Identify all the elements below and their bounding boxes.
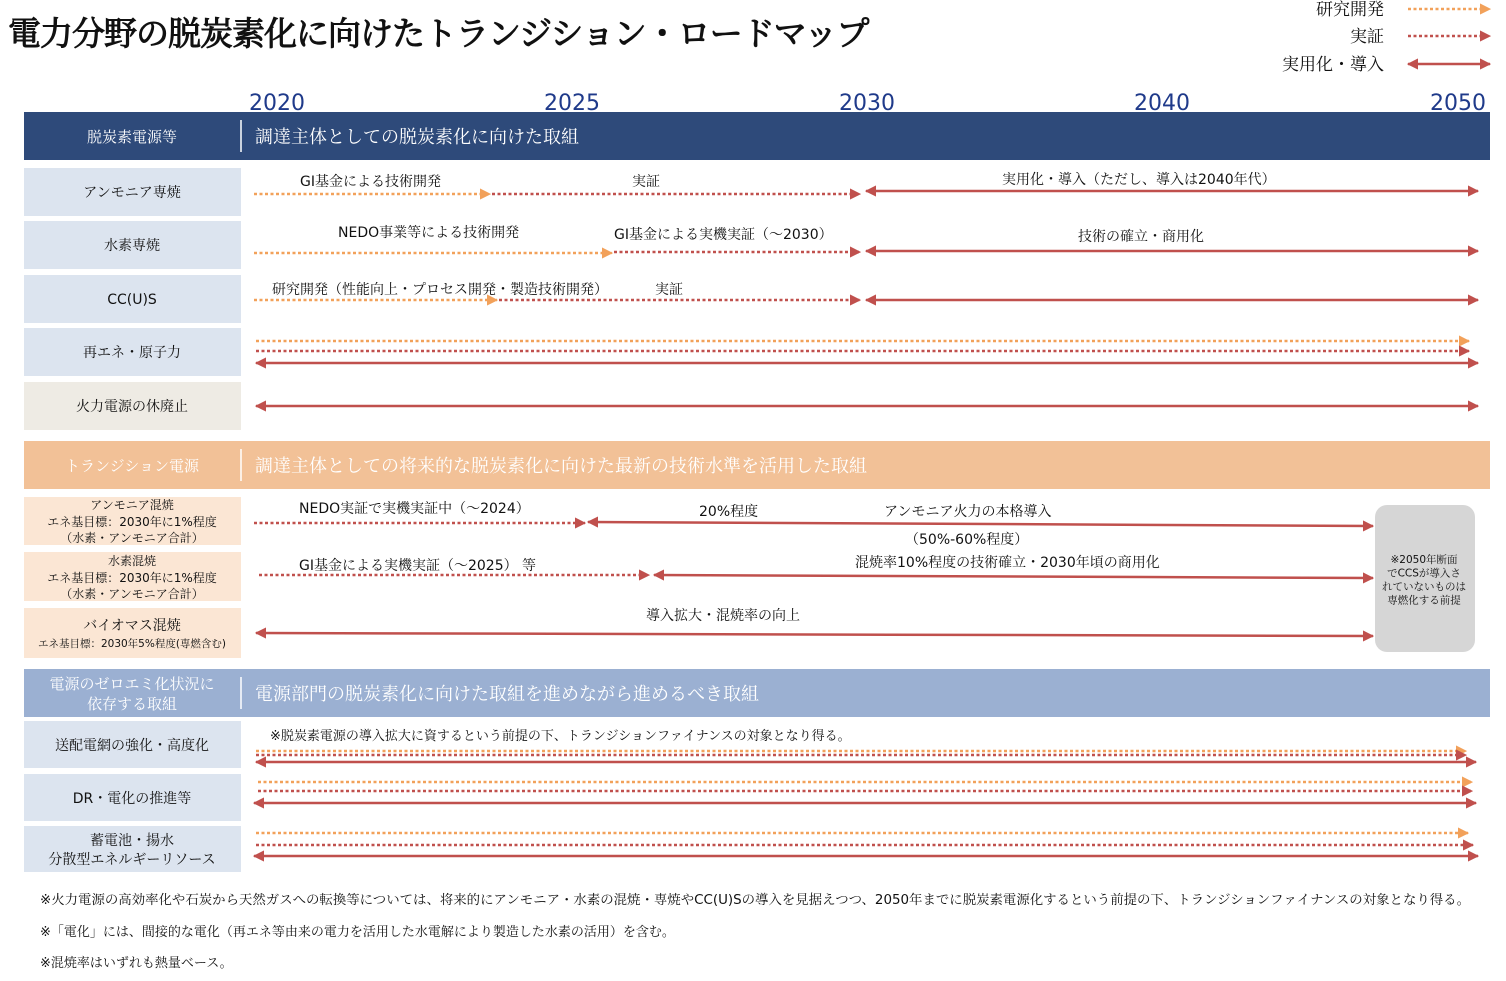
row-label: （水素・アンモニア合計） <box>60 587 204 601</box>
row-label: エネ基目標：2030年5%程度(専燃含む) <box>37 638 227 650</box>
year-label-2040: 2040 <box>1134 91 1190 116</box>
section-category: 電源のゼロエミ化状況に <box>49 675 215 693</box>
row-label: 分散型エネルギーリソース <box>48 852 216 868</box>
arrow-deploy <box>588 522 1373 526</box>
row-label: 火力電源の休廃止 <box>76 399 188 415</box>
row-label: CC(U)S <box>107 292 157 308</box>
year-label-2050: 2050 <box>1430 91 1486 116</box>
row-label: アンモニア混焼 <box>90 498 174 512</box>
legend-label-deploy: 実用化・導入 <box>1282 55 1384 75</box>
annotation: 20%程度 <box>699 504 759 520</box>
annotation: （50%-60%程度） <box>905 532 1029 548</box>
row-label: DR・電化の推進等 <box>72 791 192 807</box>
page-title: 電力分野の脱炭素化に向けたトランジション・ロードマップ <box>8 14 869 53</box>
annotation: アンモニア火力の本格導入 <box>884 504 1052 520</box>
legend-label-demo: 実証 <box>1350 27 1384 47</box>
row-label: エネ基目標：2030年に1%程度 <box>47 515 217 529</box>
annotation: NEDO事業等による技術開発 <box>338 225 520 241</box>
annotation: 導入拡大・混焼率の向上 <box>646 608 800 624</box>
section-category: トランジション電源 <box>65 457 199 475</box>
annotation: GI基金による技術開発 <box>300 174 441 190</box>
section-header-1 <box>24 112 1490 160</box>
annotation: GI基金による実機実証（～2030） <box>614 227 833 243</box>
annotation: 技術の確立・商用化 <box>1078 229 1204 245</box>
footnote: ※混焼率はいずれも熱量ベース。 <box>40 956 233 971</box>
section-category: 依存する取組 <box>86 695 178 713</box>
section-description: 調達主体としての脱炭素化に向けた取組 <box>255 127 579 148</box>
footnote: ※「電化」には、間接的な電化（再エネ等由来の電力を活用した水電解により製造した水素の活用）を含む。 <box>40 925 675 940</box>
side-note-text: でCCSが導入さ <box>1387 567 1461 580</box>
annotation: 実証 <box>655 282 683 298</box>
row-label: 水素混焼 <box>107 554 157 568</box>
side-note-text: れていないものは <box>1382 581 1466 593</box>
row-label: 送配電網の強化・高度化 <box>55 738 209 754</box>
year-label-2030: 2030 <box>839 91 895 116</box>
side-note-text: 専燃化する前提 <box>1387 594 1461 607</box>
legend-label-research: 研究開発 <box>1316 0 1384 20</box>
row-label: 水素専焼 <box>104 238 160 254</box>
annotation: 実証 <box>632 174 660 190</box>
side-note-text: ※2050年断面 <box>1390 554 1458 566</box>
row-label: バイオマス混焼 <box>83 618 181 634</box>
arrow-deploy <box>256 633 1373 636</box>
annotation: GI基金による実機実証（～2025） 等 <box>299 558 537 574</box>
row-label: エネ基目標：2030年に1%程度 <box>47 571 217 585</box>
row-label: （水素・アンモニア合計） <box>60 531 204 545</box>
year-label-2025: 2025 <box>544 91 600 116</box>
section-category: 脱炭素電源等 <box>86 128 178 146</box>
annotation: 実用化・導入（ただし、導入は2040年代） <box>1002 172 1276 188</box>
arrow-deploy <box>654 575 1373 578</box>
footnote: ※火力電源の高効率化や石炭から天然ガスへの転換等については、将来的にアンモニア・水素の混焼・専焼やCC(U)Sの導入を見据えつつ、2050年までに脱炭素電源化するという前提の下、トランジションファイナンスの対象となり得る。 <box>40 893 1427 908</box>
annotation: 研究開発（性能向上・プロセス開発・製造技術開発） <box>272 282 608 298</box>
section-description: 電源部門の脱炭素化に向けた取組を進めながら進めるべき取組 <box>255 684 759 705</box>
row-label: アンモニア専焼 <box>83 185 181 201</box>
year-label-2020: 2020 <box>249 91 305 116</box>
annotation: NEDO実証で実機実証中（～2024） <box>299 501 530 517</box>
row-label: 蓄電池・揚水 <box>90 833 174 849</box>
row-label: 再エネ・原子力 <box>83 345 181 361</box>
section-description: 調達主体としての将来的な脱炭素化に向けた最新の技術水準を活用した取組 <box>255 456 867 477</box>
annotation: ※脱炭素電源の導入拡大に資するという前提の下、トランジションファイナンスの対象となり得る。 <box>270 729 851 744</box>
annotation: 混焼率10%程度の技術確立・2030年頃の商用化 <box>855 555 1160 571</box>
